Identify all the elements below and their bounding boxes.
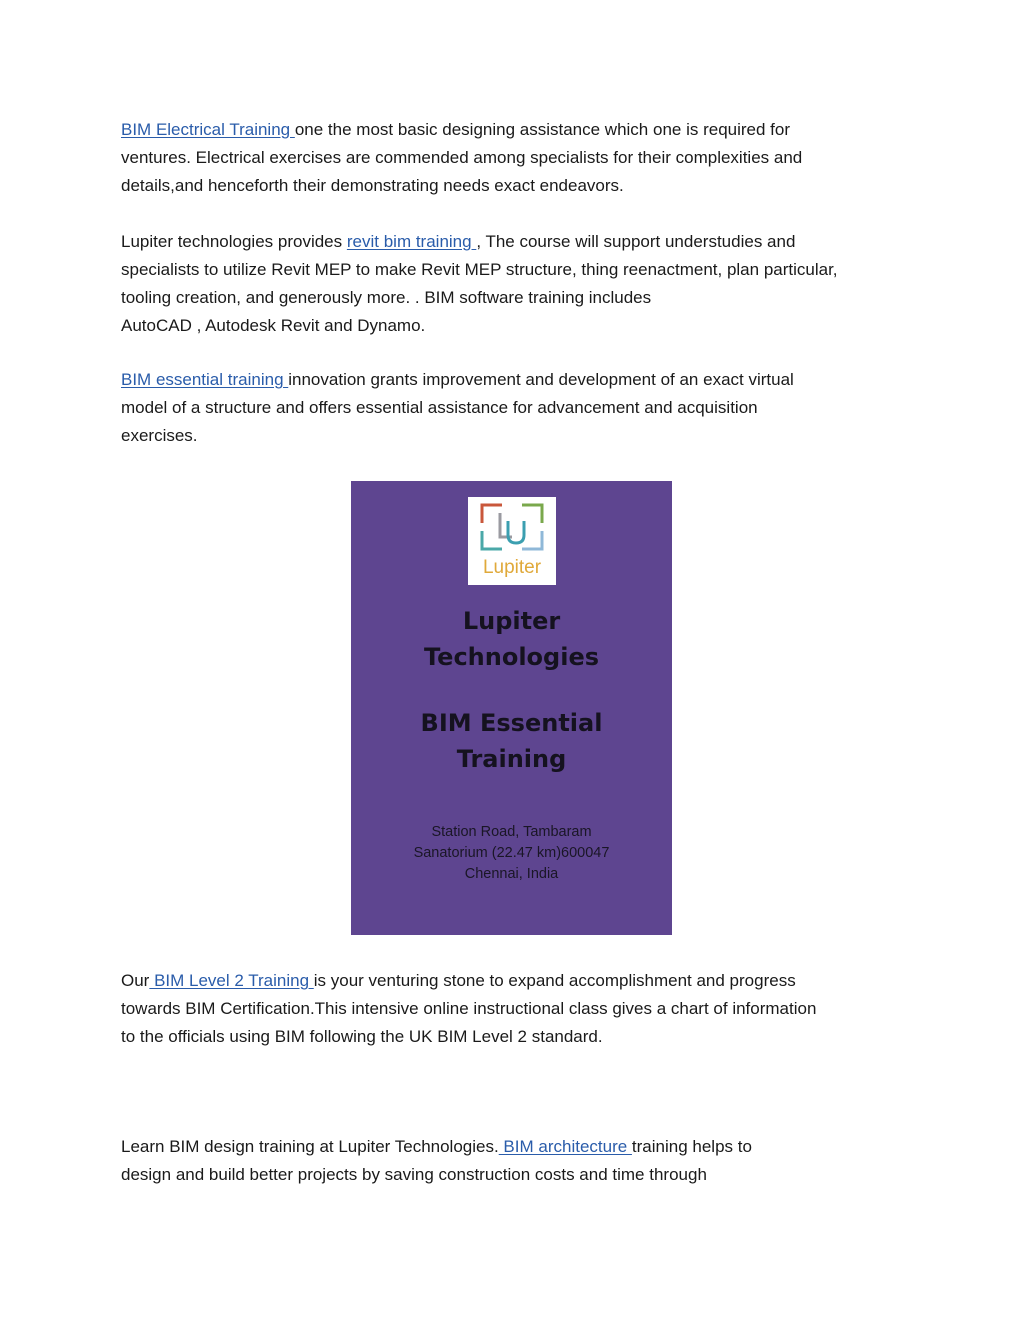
flyer-address-line: Chennai, India — [464, 866, 559, 882]
paragraph-line — [121, 1133, 911, 1161]
paragraph-bim-electrical — [121, 116, 911, 200]
paragraph-revit — [121, 228, 911, 340]
flyer-course-line: Training — [456, 745, 567, 773]
paragraph-line: to the officials using BIM following the UK BIM Level 2 standard. — [121, 1027, 603, 1046]
paragraph-bim-essential — [121, 366, 911, 450]
paragraph-line: AutoCAD , Autodesk Revit and Dynamo. — [121, 316, 426, 335]
flyer-course-title — [351, 705, 672, 777]
paragraph-text: one the most basic designing assistance which one is required for — [294, 120, 791, 139]
flyer-company-line: Lupiter — [462, 607, 561, 635]
paragraph-text: innovation grants improvement and development of an exact virtual — [288, 370, 794, 389]
lupiter-logo — [468, 497, 556, 585]
bim-electrical-training-link[interactable]: BIM Electrical Training — [121, 120, 295, 139]
paragraph-text: Learn BIM design training at Lupiter Technologies. — [121, 1137, 499, 1156]
paragraph-bim-architecture — [121, 1133, 911, 1189]
paragraph-line: model of a structure and offers essential assistance for advancement and acquisition — [121, 398, 758, 417]
paragraph-line: ventures. Electrical exercises are commended among specialists for their complexities and — [121, 148, 803, 167]
paragraph-line: design and build better projects by saving construction costs and time through — [121, 1165, 707, 1184]
lupiter-flyer-image — [351, 481, 672, 935]
revit-bim-training-link[interactable]: revit bim training — [346, 232, 477, 251]
paragraph-text: Our — [121, 971, 150, 990]
paragraph-line — [121, 967, 911, 995]
paragraph-line: specialists to utilize Revit MEP to make Revit MEP structure, thing reenactment, plan particular, — [121, 260, 838, 279]
paragraph-line: tooling creation, and generously more. . BIM software training includes — [121, 288, 652, 307]
paragraph-line — [121, 366, 911, 394]
flyer-address-line: Sanatorium (22.47 km)600047 — [413, 845, 610, 861]
flyer-course-line: BIM Essential — [420, 709, 603, 737]
paragraph-text: , The course will support understudies and — [476, 232, 796, 251]
flyer-company-line: Technologies — [423, 643, 600, 671]
logo-wordmark: Lupiter — [482, 557, 542, 578]
flyer-address — [351, 822, 672, 885]
bim-architecture-link[interactable]: BIM architecture — [498, 1137, 632, 1156]
paragraph-line: exercises. — [121, 426, 198, 445]
paragraph-line — [121, 116, 911, 144]
paragraph-text: is your venturing stone to expand accomplishment and progress — [313, 971, 796, 990]
paragraph-bim-level2 — [121, 967, 911, 1051]
bim-level-2-training-link[interactable]: BIM Level 2 Training — [149, 971, 314, 990]
paragraph-text: Lupiter technologies provides — [121, 232, 347, 251]
paragraph-line — [121, 228, 911, 256]
paragraph-text: training helps to — [631, 1137, 752, 1156]
bim-essential-training-link[interactable]: BIM essential training — [121, 370, 289, 389]
flyer-address-line: Station Road, Tambaram — [431, 824, 592, 840]
paragraph-line: towards BIM Certification.This intensive online instructional class gives a chart of information — [121, 999, 817, 1018]
paragraph-line: details,and henceforth their demonstrating needs exact endeavors. — [121, 176, 624, 195]
flyer-company-name — [351, 603, 672, 675]
